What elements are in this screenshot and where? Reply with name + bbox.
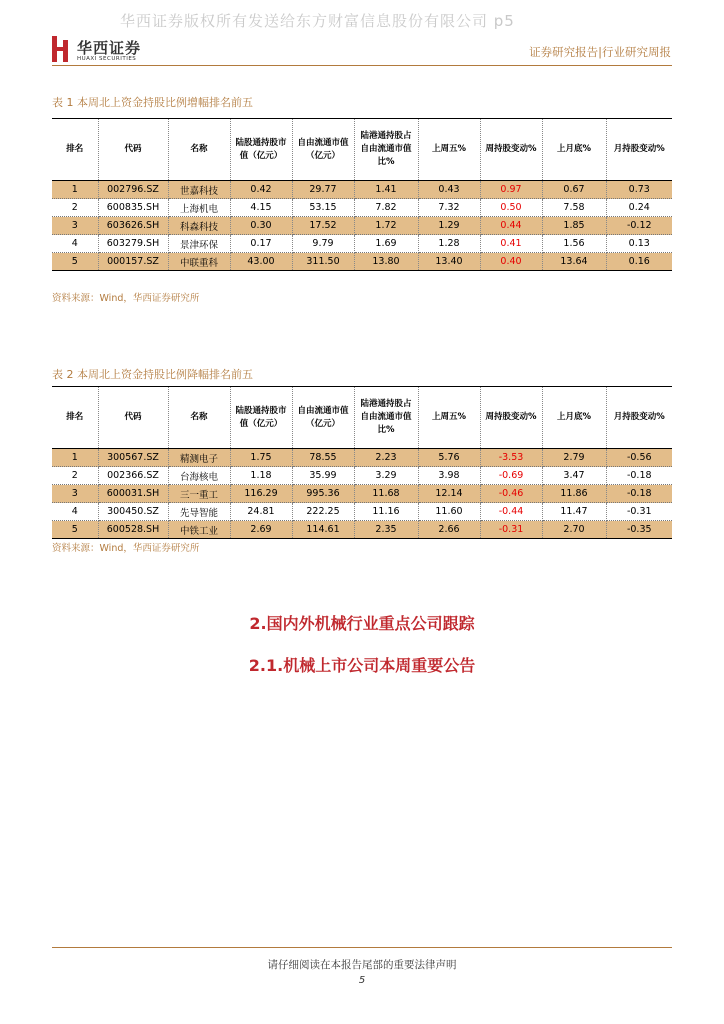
table-cell: 9.79 (292, 235, 354, 253)
table-cell: 2 (52, 467, 98, 485)
footer-disclaimer: 请仔细阅读在本报告尾部的重要法律声明 (267, 959, 457, 971)
table-cell: 3.47 (542, 467, 606, 485)
table-row (52, 521, 672, 539)
table1-header-hk-ratio: 陆港通持股占自由流通市值比% (354, 119, 418, 181)
table1-header-last-month-end: 上月底% (542, 119, 606, 181)
table2-header-weekly-change: 周持股变动% (480, 387, 542, 449)
table-cell: 222.25 (292, 503, 354, 521)
table-cell: 0.67 (542, 181, 606, 199)
table2-header-free-float: 自由流通市值（亿元） (292, 387, 354, 449)
table-cell: 7.58 (542, 199, 606, 217)
section-subtitle: 2.1.机械上市公司本周重要公告 (248, 656, 476, 675)
table-cell: -0.69 (480, 467, 542, 485)
table-cell: -3.53 (480, 449, 542, 467)
table-cell: 0.17 (230, 235, 292, 253)
table-cell: 上海机电 (168, 199, 230, 217)
table-cell: -0.31 (606, 503, 672, 521)
table-row (52, 217, 672, 235)
table-cell: 0.16 (606, 253, 672, 271)
table-cell: 11.60 (418, 503, 480, 521)
table-cell: 603279.SH (98, 235, 168, 253)
logo-name-en: HUAXI SECURITIES (77, 56, 137, 62)
table-cell: 000157.SZ (98, 253, 168, 271)
table2-header-name: 名称 (168, 387, 230, 449)
table2-header-hk-ratio: 陆港通持股占自由流通市值比% (354, 387, 418, 449)
table-cell: -0.31 (480, 521, 542, 539)
table-cell: 0.13 (606, 235, 672, 253)
table-cell: 5 (52, 253, 98, 271)
table-cell: 603626.SH (98, 217, 168, 235)
table-cell: 2.79 (542, 449, 606, 467)
table-cell: 3 (52, 485, 98, 503)
table1-header-last-friday: 上周五% (418, 119, 480, 181)
table-cell: 002366.SZ (98, 467, 168, 485)
table-cell: 53.15 (292, 199, 354, 217)
table-cell: 4 (52, 503, 98, 521)
table-cell: 2.66 (418, 521, 480, 539)
table-cell: 0.24 (606, 199, 672, 217)
table-cell: 2.35 (354, 521, 418, 539)
table-cell: 2.70 (542, 521, 606, 539)
table1-header-monthly-change: 月持股变动% (606, 119, 672, 181)
table-cell: 116.29 (230, 485, 292, 503)
table-cell: 2 (52, 199, 98, 217)
table-cell: -0.18 (606, 485, 672, 503)
table-cell: 1.41 (354, 181, 418, 199)
table1-header-name: 名称 (168, 119, 230, 181)
table-cell: 600031.SH (98, 485, 168, 503)
table-cell: 002796.SZ (98, 181, 168, 199)
table-cell: 1 (52, 181, 98, 199)
table2-header-code: 代码 (98, 387, 168, 449)
report-type-label: 证券研究报告|行业研究周报 (529, 45, 671, 59)
table-cell: 7.32 (418, 199, 480, 217)
table-cell: 1.18 (230, 467, 292, 485)
table-row (52, 485, 672, 503)
table1-source: 资料来源：Wind，华西证券研究所 (52, 293, 200, 304)
table-cell: 995.36 (292, 485, 354, 503)
table-row (52, 467, 672, 485)
table-row (52, 235, 672, 253)
table-row (52, 503, 672, 521)
table-cell: 台海核电 (168, 467, 230, 485)
table-row (52, 253, 672, 271)
table2-caption: 表 2 本周北上资金持股比例降幅排名前五 (52, 368, 253, 381)
table-cell: 0.43 (418, 181, 480, 199)
table-cell: 1.75 (230, 449, 292, 467)
huaxi-logo-icon (52, 36, 68, 62)
table-cell: 0.40 (480, 253, 542, 271)
logo-name-cn: 华西证券 (77, 39, 142, 57)
table-cell: 1.72 (354, 217, 418, 235)
table-cell: 0.73 (606, 181, 672, 199)
table-row (52, 199, 672, 217)
table-cell: 17.52 (292, 217, 354, 235)
table-cell: 600835.SH (98, 199, 168, 217)
table-cell: 精测电子 (168, 449, 230, 467)
table-row (52, 181, 672, 199)
page-number: 5 (358, 975, 366, 986)
table2-header-hk-value: 陆股通持股市值（亿元） (230, 387, 292, 449)
table-cell: 43.00 (230, 253, 292, 271)
table-cell: 35.99 (292, 467, 354, 485)
table-cell: 1 (52, 449, 98, 467)
table-cell: 3.98 (418, 467, 480, 485)
table-cell: 0.44 (480, 217, 542, 235)
table-cell: 11.86 (542, 485, 606, 503)
table-cell: -0.35 (606, 521, 672, 539)
table-cell: 科森科技 (168, 217, 230, 235)
table-cell: 13.40 (418, 253, 480, 271)
table-cell: 11.16 (354, 503, 418, 521)
table-cell: 1.69 (354, 235, 418, 253)
table1-caption: 表 1 本周北上资金持股比例增幅排名前五 (52, 96, 253, 109)
table2-header-rank: 排名 (52, 387, 98, 449)
table-cell: -0.56 (606, 449, 672, 467)
table-cell: 4.15 (230, 199, 292, 217)
table-cell: 13.64 (542, 253, 606, 271)
table-cell: 先导智能 (168, 503, 230, 521)
table1-header-weekly-change: 周持股变动% (480, 119, 542, 181)
table-cell: 300567.SZ (98, 449, 168, 467)
table-cell: 29.77 (292, 181, 354, 199)
table-cell: 7.82 (354, 199, 418, 217)
table-row (52, 449, 672, 467)
table-cell: 12.14 (418, 485, 480, 503)
footer-divider (52, 947, 672, 948)
table-cell: -0.46 (480, 485, 542, 503)
table-cell: 0.97 (480, 181, 542, 199)
table-cell: 1.28 (418, 235, 480, 253)
table-cell: 300450.SZ (98, 503, 168, 521)
table-cell: 0.30 (230, 217, 292, 235)
table-cell: 114.61 (292, 521, 354, 539)
table-cell: -0.12 (606, 217, 672, 235)
table-cell: 中联重科 (168, 253, 230, 271)
table-cell: 0.50 (480, 199, 542, 217)
table-cell: 1.56 (542, 235, 606, 253)
company-logo (52, 36, 172, 64)
table2-header-last-month-end: 上月底% (542, 387, 606, 449)
table2-source: 资料来源：Wind，华西证券研究所 (52, 543, 200, 554)
table1-header-free-float: 自由流通市值（亿元） (292, 119, 354, 181)
table-cell: 3.29 (354, 467, 418, 485)
table-cell: 2.69 (230, 521, 292, 539)
table-cell: 三一重工 (168, 485, 230, 503)
table-cell: 5.76 (418, 449, 480, 467)
table-cell: 13.80 (354, 253, 418, 271)
table-cell: 中铁工业 (168, 521, 230, 539)
table-cell: 0.42 (230, 181, 292, 199)
table-cell: 11.47 (542, 503, 606, 521)
section-title: 2.国内外机械行业重点公司跟踪 (249, 614, 475, 633)
table-cell: 5 (52, 521, 98, 539)
table-cell: 3 (52, 217, 98, 235)
table-cell: 2.23 (354, 449, 418, 467)
table-cell: 78.55 (292, 449, 354, 467)
table-cell: 1.85 (542, 217, 606, 235)
table1 (52, 118, 672, 271)
table1-header-hk-value: 陆股通持股市值（亿元） (230, 119, 292, 181)
table-cell: 24.81 (230, 503, 292, 521)
table-cell: 0.41 (480, 235, 542, 253)
header-divider (52, 65, 672, 66)
table-cell: 景津环保 (168, 235, 230, 253)
table-cell: -0.18 (606, 467, 672, 485)
table-cell: 世嘉科技 (168, 181, 230, 199)
table1-header-code: 代码 (98, 119, 168, 181)
table2-header-monthly-change: 月持股变动% (606, 387, 672, 449)
table-cell: 4 (52, 235, 98, 253)
table-cell: -0.44 (480, 503, 542, 521)
table-cell: 600528.SH (98, 521, 168, 539)
table1-header-rank: 排名 (52, 119, 98, 181)
table-cell: 311.50 (292, 253, 354, 271)
watermark: 华西证券版权所有发送给东方财富信息股份有限公司 p5 (120, 12, 515, 30)
table-cell: 11.68 (354, 485, 418, 503)
table2-header-last-friday: 上周五% (418, 387, 480, 449)
table2 (52, 386, 672, 539)
table-cell: 1.29 (418, 217, 480, 235)
